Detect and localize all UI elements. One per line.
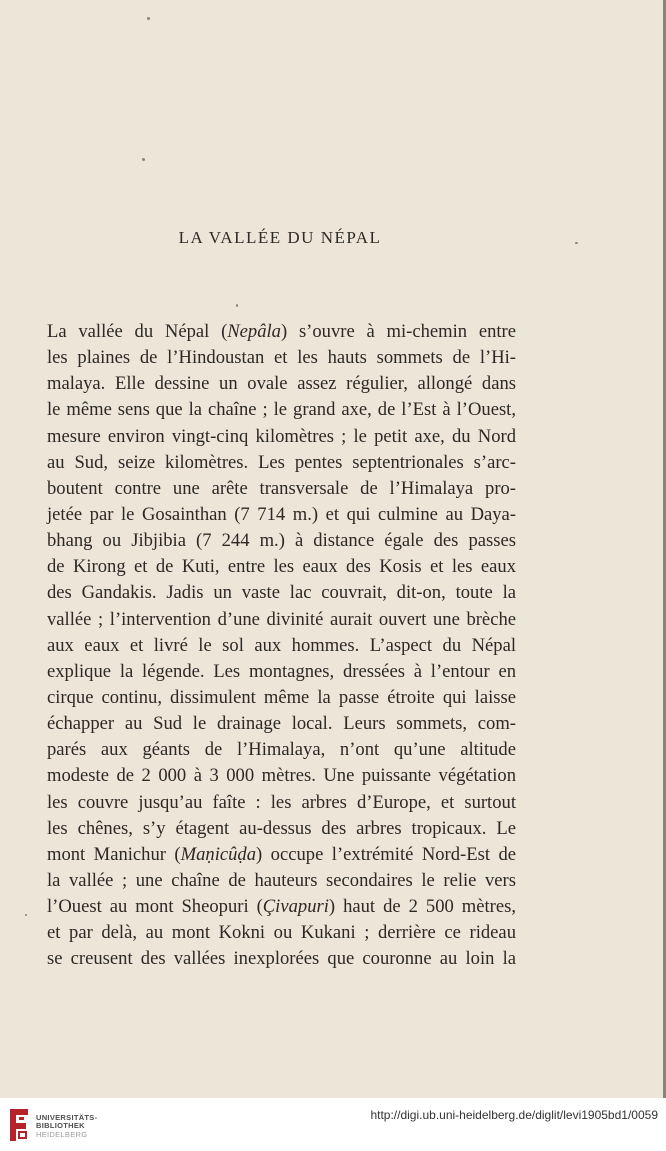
paper-speck (142, 158, 145, 161)
text-segment: les couvre jusqu’au faîte : les arbres d’Europe, et surtout (47, 791, 516, 813)
text-segment: ) occupe l’extrémité Nord-Est de (256, 843, 516, 865)
text-segment: bhang ou Jibjibia (7 244 m.) à distance égale des passes (47, 530, 516, 552)
text-line (47, 319, 516, 345)
library-name (36, 1114, 97, 1139)
library-emblem-icon (6, 1107, 32, 1143)
text-line (47, 868, 516, 894)
text-line (47, 685, 516, 711)
text-line (47, 528, 516, 554)
text-segment: ) haut de 2 500 mètres, (328, 896, 516, 918)
text-segment: échapper au Sud le drainage local. Leurs sommets, com- (47, 713, 516, 735)
text-segment: ) s’ouvre à mi-chemin entre (280, 321, 516, 342)
text-segment: mesure environ vingt-cinq kilomètres ; le petit axe, du Nord (47, 425, 516, 447)
text-segment: les chênes, s’y étagent au-dessus des arbres tropicaux. Le (47, 817, 516, 839)
text-segment: parés aux géants de l’Himalaya, n’ont qu’une altitude (47, 739, 516, 761)
text-line (47, 580, 516, 606)
body-paragraph (47, 319, 516, 973)
text-line (47, 476, 516, 502)
text-segment: La vallée du Népal ( (47, 321, 228, 342)
paper-speck (236, 304, 238, 307)
text-line (47, 790, 516, 816)
italic-term: Maṇicûḍa (180, 843, 257, 865)
italic-term: Nepâla (227, 321, 281, 342)
text-line (47, 345, 516, 371)
text-line (47, 894, 516, 920)
library-name-line3: HEIDELBERG (36, 1129, 88, 1139)
paper-speck (25, 914, 27, 916)
text-segment: malaya. Elle dessine un ovale assez régulier, allongé dans (47, 373, 516, 395)
text-segment: vallée ; l’intervention d’une divinité aurait ouvert une brèche (47, 608, 516, 630)
paper-speck (575, 242, 578, 244)
text-line (47, 842, 516, 868)
text-segment: explique la légende. Les montagnes, dressées à l’entour en (47, 660, 516, 682)
text-segment: aux eaux et livré le sol aux hommes. L’aspect du Népal (47, 634, 516, 656)
text-line (47, 397, 516, 423)
text-line (47, 920, 516, 946)
text-line (47, 371, 516, 397)
permalink-url[interactable]: http://digi.ub.uni-heidelberg.de/diglit/levi1905bd1/0059 (370, 1108, 658, 1122)
text-line (47, 659, 516, 685)
text-segment: la vallée ; une chaîne de hauteurs secondaires le relie vers (47, 869, 516, 891)
text-segment: l’Ouest au mont Sheopuri ( (47, 896, 263, 918)
text-line (47, 711, 516, 737)
footer-bar (0, 1098, 666, 1151)
text-segment: jetée par le Gosainthan (7 714 m.) et qui culmine au Daya- (47, 503, 516, 525)
italic-term: Çivapuri (262, 896, 329, 918)
text-line (47, 554, 516, 580)
text-line (47, 816, 516, 842)
text-segment: modeste de 2 000 à 3 000 mètres. Une puissante végétation (47, 765, 516, 787)
text-segment: boutent contre une arête transversale de l’Himalaya pro- (47, 477, 516, 499)
text-line (47, 450, 516, 476)
text-segment: mont Manichur ( (47, 843, 181, 865)
text-line (47, 633, 516, 659)
paper-speck (147, 17, 150, 20)
library-name-line2: BIBLIOTHEK (36, 1121, 85, 1131)
text-line (47, 737, 516, 763)
text-segment: le même sens que la chaîne ; le grand axe, de l’Est à l’Ouest, (47, 399, 516, 421)
text-segment: se creusent des vallées inexplorées que couronne au loin la (47, 948, 516, 970)
library-logo[interactable] (6, 1107, 126, 1145)
text-line (47, 502, 516, 528)
text-line (47, 763, 516, 789)
text-segment: des Gandakis. Jadis un vaste lac couvrait, dit-on, toute la (47, 582, 516, 604)
text-line (47, 424, 516, 450)
text-segment: cirque continu, dissimulent même la passe étroite qui laisse (47, 686, 516, 708)
text-line (47, 946, 516, 972)
chapter-title: LA VALLÉE DU NÉPAL (178, 228, 382, 247)
text-segment: les plaines de l’Hindoustan et les hauts sommets de l’Hi- (47, 347, 516, 369)
text-segment: de Kirong et de Kuti, entre les eaux des Kosis et les eaux (47, 556, 516, 578)
text-segment: au Sud, seize kilomètres. Les pentes septentrionales s’arc- (47, 451, 516, 473)
text-segment: et par delà, au mont Kokni ou Kukani ; derrière ce rideau (47, 922, 516, 944)
text-line (47, 607, 516, 633)
library-name-line1: UNIVERSITÄTS- (36, 1113, 98, 1122)
